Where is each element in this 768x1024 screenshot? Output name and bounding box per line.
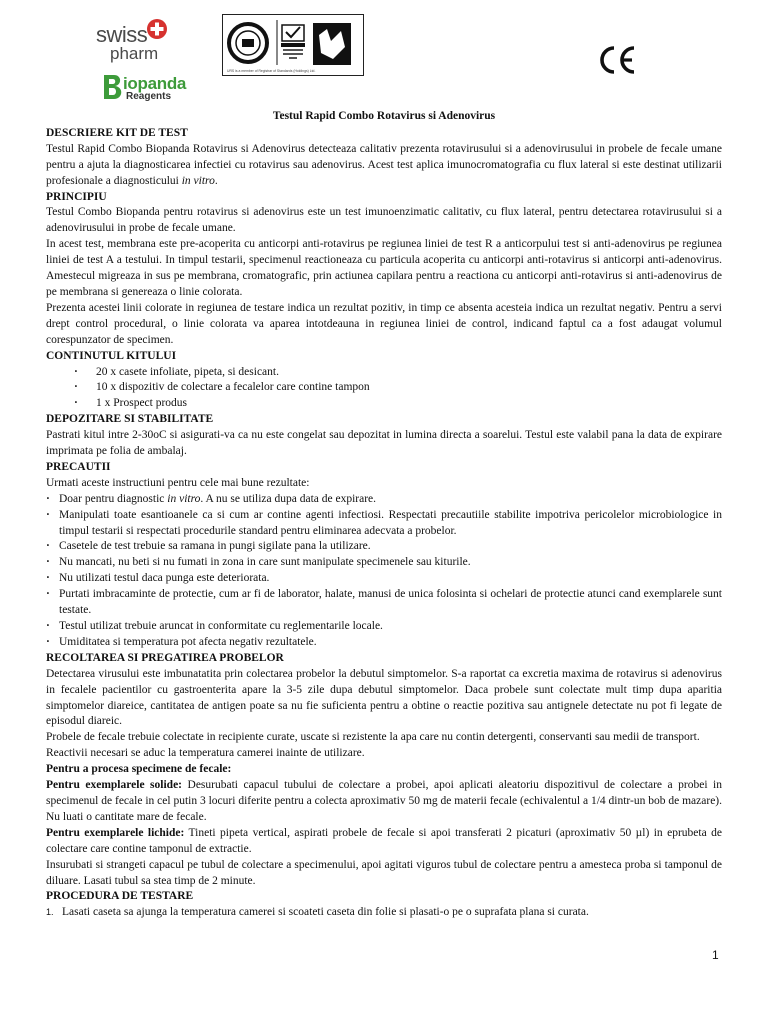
- document-body: [46, 109, 722, 921]
- document-header: [0, 0, 768, 108]
- kit-contents-list: [46, 365, 722, 413]
- precautions-list: [46, 492, 722, 651]
- list-item: · Umiditatea si temperatura pot afecta negativ rezultatele.: [46, 635, 722, 651]
- section-heading-continut: CONTINUTUL KITULUI: [46, 349, 177, 362]
- principiu-paragraph-3: Prezenta acestei linii colorate in regiunea de testare indica un rezultat pozitiv, in timp ce absenta acesteia indica un rezultat negativ. Pentru a servi drept control procedural, o linie colorata va aparea intotdeauna in regiunea liniei de control, indicand faptul ca a fost adaugat volumul corespunzator de specimen.: [46, 301, 722, 346]
- biopanda-logo-name: iopanda: [123, 74, 187, 93]
- section-heading-precautii: PRECAUTII: [46, 460, 111, 473]
- list-item: · Manipulati toate esantioanele ca si cum ar contine agenti infectiosi. Respectati precautiile stabilite impotriva pericolelor microbiologice in timpul testarii si respectati procedurile standard pentru eliminarea adecvata a probelor.: [46, 508, 722, 540]
- recoltarea-paragraph-2: Probele de fecale trebuie colectate in recipiente curate, uscate si rezistente la apa care nu contin detergenti, conservanti sau medii de transport.: [46, 731, 700, 744]
- certification-caption: URS is a member of Registrar of Standards (Holdings) Ltd.: [227, 69, 316, 73]
- descriere-paragraph: Testul Rapid Combo Biopanda Rotavirus si Adenovirus detecteaza calitativ prezenta rotavirusului si a adenovirusului in probele de fecale umane pentru a ajuta la diagnosticarea infectiei cu rotavirus sau adenovirus. Acest test aplica imunocromatografia cu flux lateral si este destinat utilizarii profesionale a diagnosticului in vitro.: [46, 142, 722, 187]
- principiu-paragraph-1: Testul Combo Biopanda pentru rotavirus si adenovirus este un test imunoenzimatic calitativ, cu flux lateral, pentru detectarea rotavirusului si a adenovirusului in probe de fecale umane.: [46, 206, 722, 235]
- swisspharm-logo-bottom: pharm: [110, 44, 159, 63]
- recoltarea-paragraph-4: Insurubati si strangeti capacul pe tubul de colectare a specimenului, apoi agitati viguros tubul de colectare pentru a amesteca proba si tamponul de diluare. Lasati tubul sa stea timp de 2 minute.: [46, 858, 722, 887]
- list-item: · Casetele de test trebuie sa ramana in pungi sigilate pana la utilizare.: [46, 539, 722, 555]
- list-item: 1. Lasati caseta sa ajunga la temperatura camerei si scoateti caseta din folie si plasati-o pe o suprafata plana si curata.: [46, 905, 722, 921]
- list-item: · 10 x dispozitiv de colectare a fecalelor care contine tampon: [74, 380, 722, 396]
- liquid-specimen-paragraph: Pentru exemplarele lichide: Tineti pipeta vertical, aspirati probele de fecale si apoi transferati 2 picaturi (aproximativ 50 µl) in eprubeta de colectare care contine tamponul de extractie.: [46, 826, 722, 855]
- swisspharm-logo: [96, 18, 186, 66]
- list-item: · Purtati imbracaminte de protectie, cum ar fi de laborator, halate, manusi de unica folosinta si ochelari de protectie atunci cand exemplarele sunt testate.: [46, 587, 722, 619]
- section-heading-depozitare: DEPOZITARE SI STABILITATE: [46, 413, 214, 426]
- precautii-intro: Urmati aceste instructiuni pentru cele mai bune rezultate:: [46, 476, 310, 489]
- biopanda-logo: [102, 73, 202, 105]
- section-heading-procedura: PROCEDURA DE TESTARE: [46, 890, 194, 903]
- list-item: · Nu utilizati testul daca punga este deteriorata.: [46, 571, 722, 587]
- list-item: · 20 x casete infoliate, pipeta, si desicant.: [74, 365, 722, 381]
- section-heading-descriere: DESCRIERE KIT DE TEST: [46, 126, 188, 139]
- ce-mark-icon: [596, 44, 636, 76]
- recoltarea-subheading: Pentru a procesa specimene de fecale:: [46, 763, 232, 776]
- list-item: · 1 x Prospect produs: [74, 396, 722, 412]
- depozitare-paragraph: Pastrati kitul intre 2-30oC si asigurati-va ca nu este congelat sau depozitat in lumina directa a soarelui. Testul este valabil pana la data de expirare imprimata pe folia de ambalaj.: [46, 429, 722, 458]
- list-item: · Testul utilizat trebuie aruncat in conformitate cu reglementarile locale.: [46, 619, 722, 635]
- step-number: 1.: [46, 907, 54, 918]
- page-number: 1: [712, 948, 719, 962]
- section-heading-recoltarea: RECOLTAREA SI PREGATIREA PROBELOR: [46, 651, 284, 664]
- list-item: · Nu mancati, nu beti si nu fumati in zona in care sunt manipulate specimenele sau kiturile.: [46, 555, 722, 571]
- recoltarea-paragraph-1: Detectarea virusului este imbunatatita prin colectarea probelor la debutul simptomelor. S-a raportat ca excretia maxima de rotavirus si adenovirus in fecalele pacientilor cu gastroenterita apare la 3-5 zile dupa debutul simptomelor. Daca probele sunt colectate mult timp dupa aparitia simptomelor diareice, cantitatea de antigen poate sa nu fie suficienta pentru a obtine o reactie pozitiva sau antignele detectate nu pot fi legate de episodul diareic.: [46, 667, 722, 728]
- certification-logos: [222, 14, 364, 76]
- swisspharm-logo-top: swiss: [96, 22, 148, 47]
- solid-specimen-paragraph: Pentru exemplarele solide: Desurubati capacul tubului de colectare a probei, apoi aplicati aleatoriu dispozitivul de colectare a probei in specimenul de fecale in cel putin 3 locuri diferite pentru a colecta aproximativ 50 mg de materii fecale (echivalentul a 1/4 dintr-un bob de mazare). Nu luati o cantitate mare de fecale.: [46, 779, 723, 823]
- procedure-steps-list: [46, 905, 722, 921]
- certification-seals-icon: [223, 15, 363, 75]
- biopanda-logo-subtitle: Reagents: [126, 91, 172, 102]
- list-item: · Doar pentru diagnostic in vitro. A nu se utiliza dupa data de expirare.: [46, 492, 722, 508]
- recoltarea-paragraph-3: Reactivii necesari se aduc la temperatura camerei inainte de utilizare.: [46, 747, 365, 760]
- principiu-paragraph-2: In acest test, membrana este pre-acoperita cu anticorpi anti-rotavirus pe regiunea liniei de test R a anticorpului test si anti-adenovirus pe regiunea liniei de test A a testului. In timpul testarii, specimenul reactioneaza cu particula acoperita cu anticorpi anti-rotavirus si anticorpi anti-adenovirus. Amestecul migreaza in sus pe membrana, cromatografic, prin actiunea capilara pentru a reactiona cu anticorpi anti-rotavirus si anti-adenovirus de pe membrana si genereaza o linie colorata.: [46, 238, 722, 298]
- swiss-cross-icon: [146, 18, 168, 40]
- document-title: Testul Rapid Combo Rotavirus si Adenovirus: [272, 110, 496, 122]
- section-heading-principiu: PRINCIPIU: [46, 190, 107, 203]
